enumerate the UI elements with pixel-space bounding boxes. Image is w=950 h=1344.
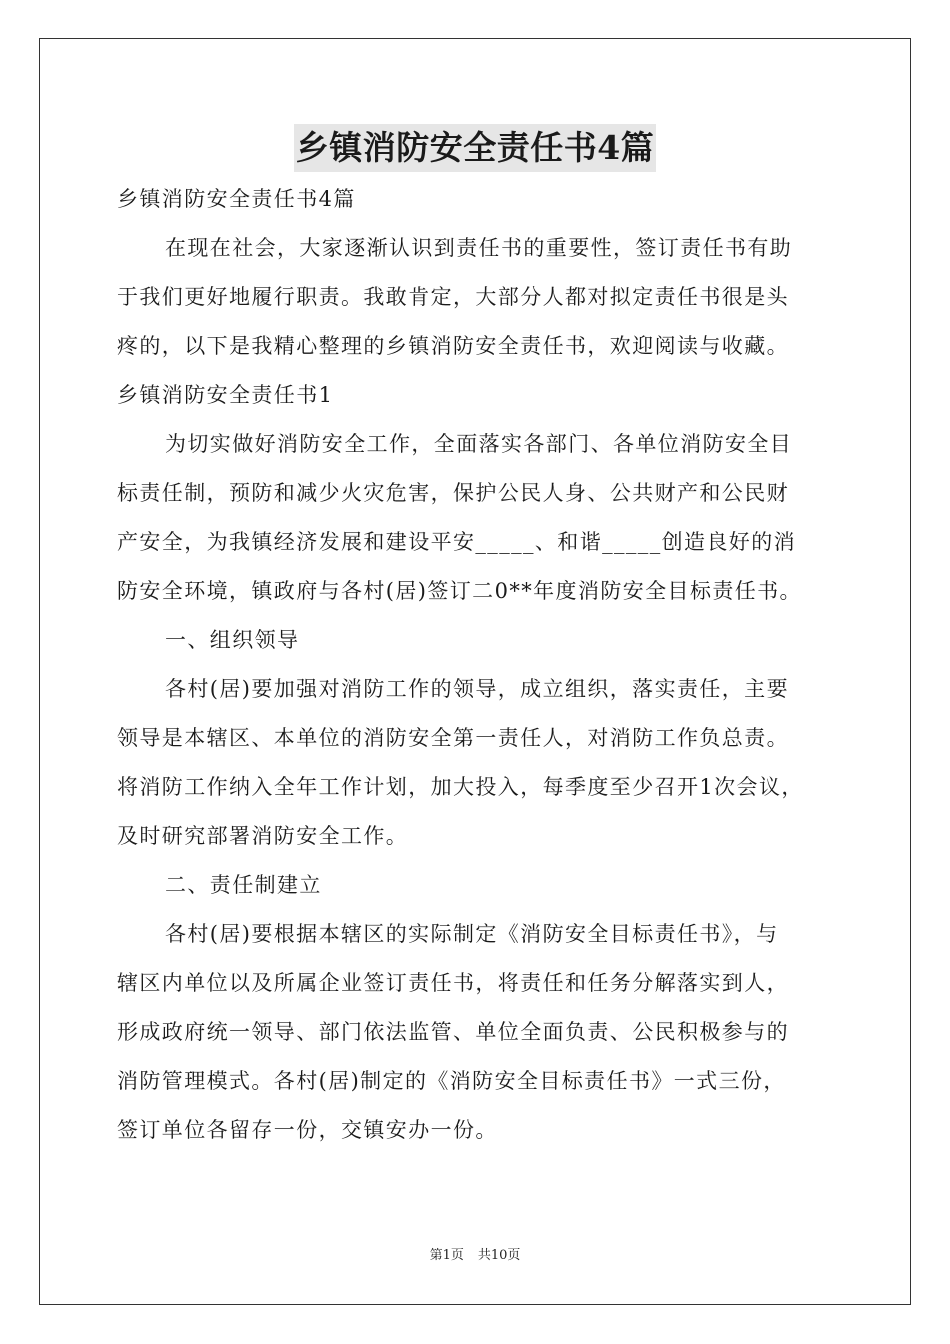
body-line: 及时研究部署消防安全工作。 <box>117 824 409 848</box>
body-line: 领导是本辖区、本单位的消防安全第一责任人，对消防工作负总责。 <box>117 726 789 750</box>
subsection-heading: 二、责任制建立 <box>165 873 322 897</box>
body-line: 签订单位各留存一份，交镇安办一份。 <box>117 1118 498 1142</box>
body-line: 各村(居)要加强对消防工作的领导，成立组织，落实责任，主要 <box>165 677 789 701</box>
body-line: 防安全环境，镇政府与各村(居)签订二0**年度消防安全目标责任书。 <box>117 579 802 603</box>
body-line: 产安全，为我镇经济发展和建设平安_____、和谐_____创造良好的消 <box>117 530 796 554</box>
title-area <box>0 124 950 172</box>
body-line: 在现在社会，大家逐渐认识到责任书的重要性，签订责任书有助 <box>165 236 793 260</box>
page-total: 共10页 <box>477 1248 521 1263</box>
body-line: 消防管理模式。各村(居)制定的《消防安全目标责任书》一式三份， <box>117 1069 786 1093</box>
section-heading: 乡镇消防安全责任书1 <box>117 383 334 407</box>
document-title: 乡镇消防安全责任书4篇 <box>294 124 656 172</box>
body-line: 辖区内单位以及所属企业签订责任书，将责任和任务分解落实到人， <box>117 971 789 995</box>
page-number: 第1页 <box>429 1248 464 1263</box>
body-line: 形成政府统一领导、部门依法监管、单位全面负责、公民积极参与的 <box>117 1020 789 1044</box>
body-line: 标责任制，预防和减少火灾危害，保护公民人身、公共财产和公民财 <box>117 481 789 505</box>
body-line: 各村(居)要根据本辖区的实际制定《消防安全目标责任书》，与 <box>165 922 779 946</box>
body-line: 为切实做好消防安全工作，全面落实各部门、各单位消防安全目 <box>165 432 793 456</box>
body-line: 疼的，以下是我精心整理的乡镇消防安全责任书，欢迎阅读与收藏。 <box>117 334 789 358</box>
subsection-heading: 一、组织领导 <box>165 628 300 652</box>
body-line: 将消防工作纳入全年工作计划，加大投入，每季度至少召开1次会议， <box>117 775 804 799</box>
document-body <box>117 175 839 1155</box>
page-footer <box>0 1246 950 1266</box>
body-line: 乡镇消防安全责任书4篇 <box>117 187 356 211</box>
body-line: 于我们更好地履行职责。我敢肯定，大部分人都对拟定责任书很是头 <box>117 285 789 309</box>
